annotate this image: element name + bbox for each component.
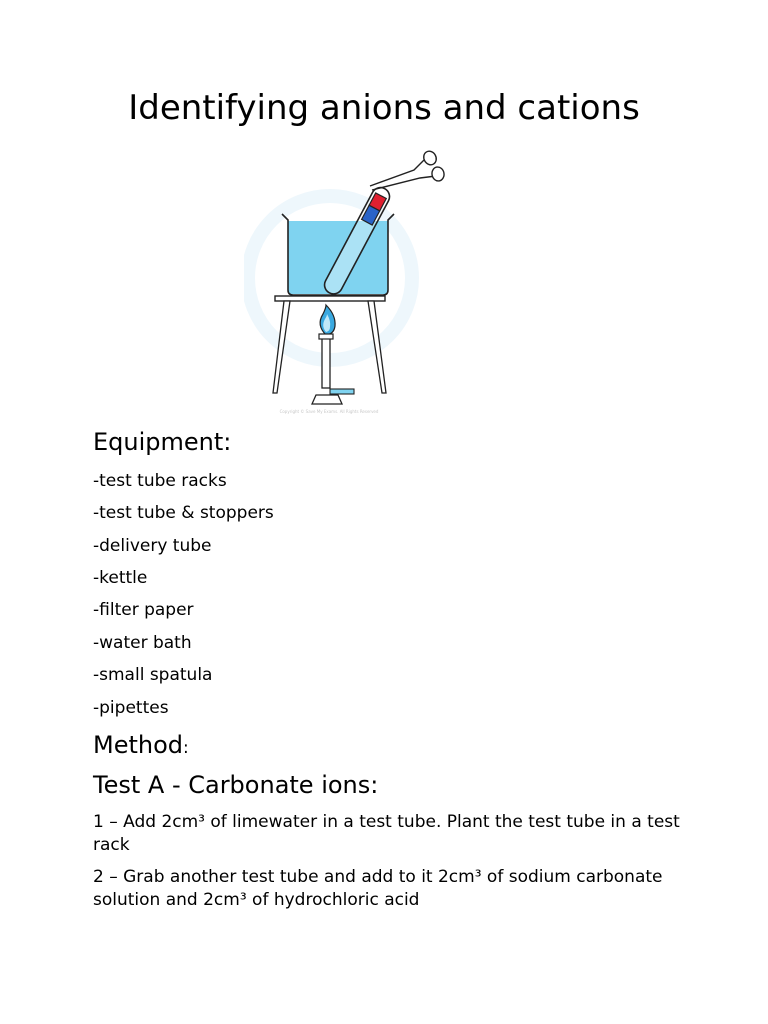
equipment-item: -water bath (93, 633, 192, 653)
equipment-item: -delivery tube (93, 536, 212, 556)
page-title: Identifying anions and cations (128, 88, 640, 128)
bunsen-base (312, 395, 342, 404)
equipment-item: -test tube racks (93, 471, 227, 491)
water-bath-diagram (244, 148, 450, 420)
equipment-heading: Equipment: (93, 428, 232, 456)
equipment-item: -pipettes (93, 698, 169, 718)
tongs (370, 149, 445, 190)
equipment-item: -kettle (93, 568, 148, 588)
equipment-item: -small spatula (93, 665, 213, 685)
method-heading-colon: : (183, 738, 189, 758)
method-step: 1 – Add 2cm³ of limewater in a test tube. Plant the test tube in a test rack (93, 812, 680, 855)
bunsen-barrel (322, 336, 330, 388)
method-step: 2 – Grab another test tube and add to it 2cm³ of sodium carbonate solution and 2cm³ of hydrochloric acid (93, 867, 663, 910)
method-heading (93, 730, 189, 763)
equipment-item: -test tube & stoppers (93, 503, 274, 523)
equipment-item: -filter paper (93, 600, 194, 620)
gas-inlet (330, 389, 354, 394)
figure-copyright: Copyright © Save My Exams. All Rights Reserved (279, 409, 379, 414)
tripod-top (275, 296, 385, 301)
test-a-heading: Test A - Carbonate ions: (93, 771, 379, 799)
method-heading-text: Method (93, 731, 184, 759)
